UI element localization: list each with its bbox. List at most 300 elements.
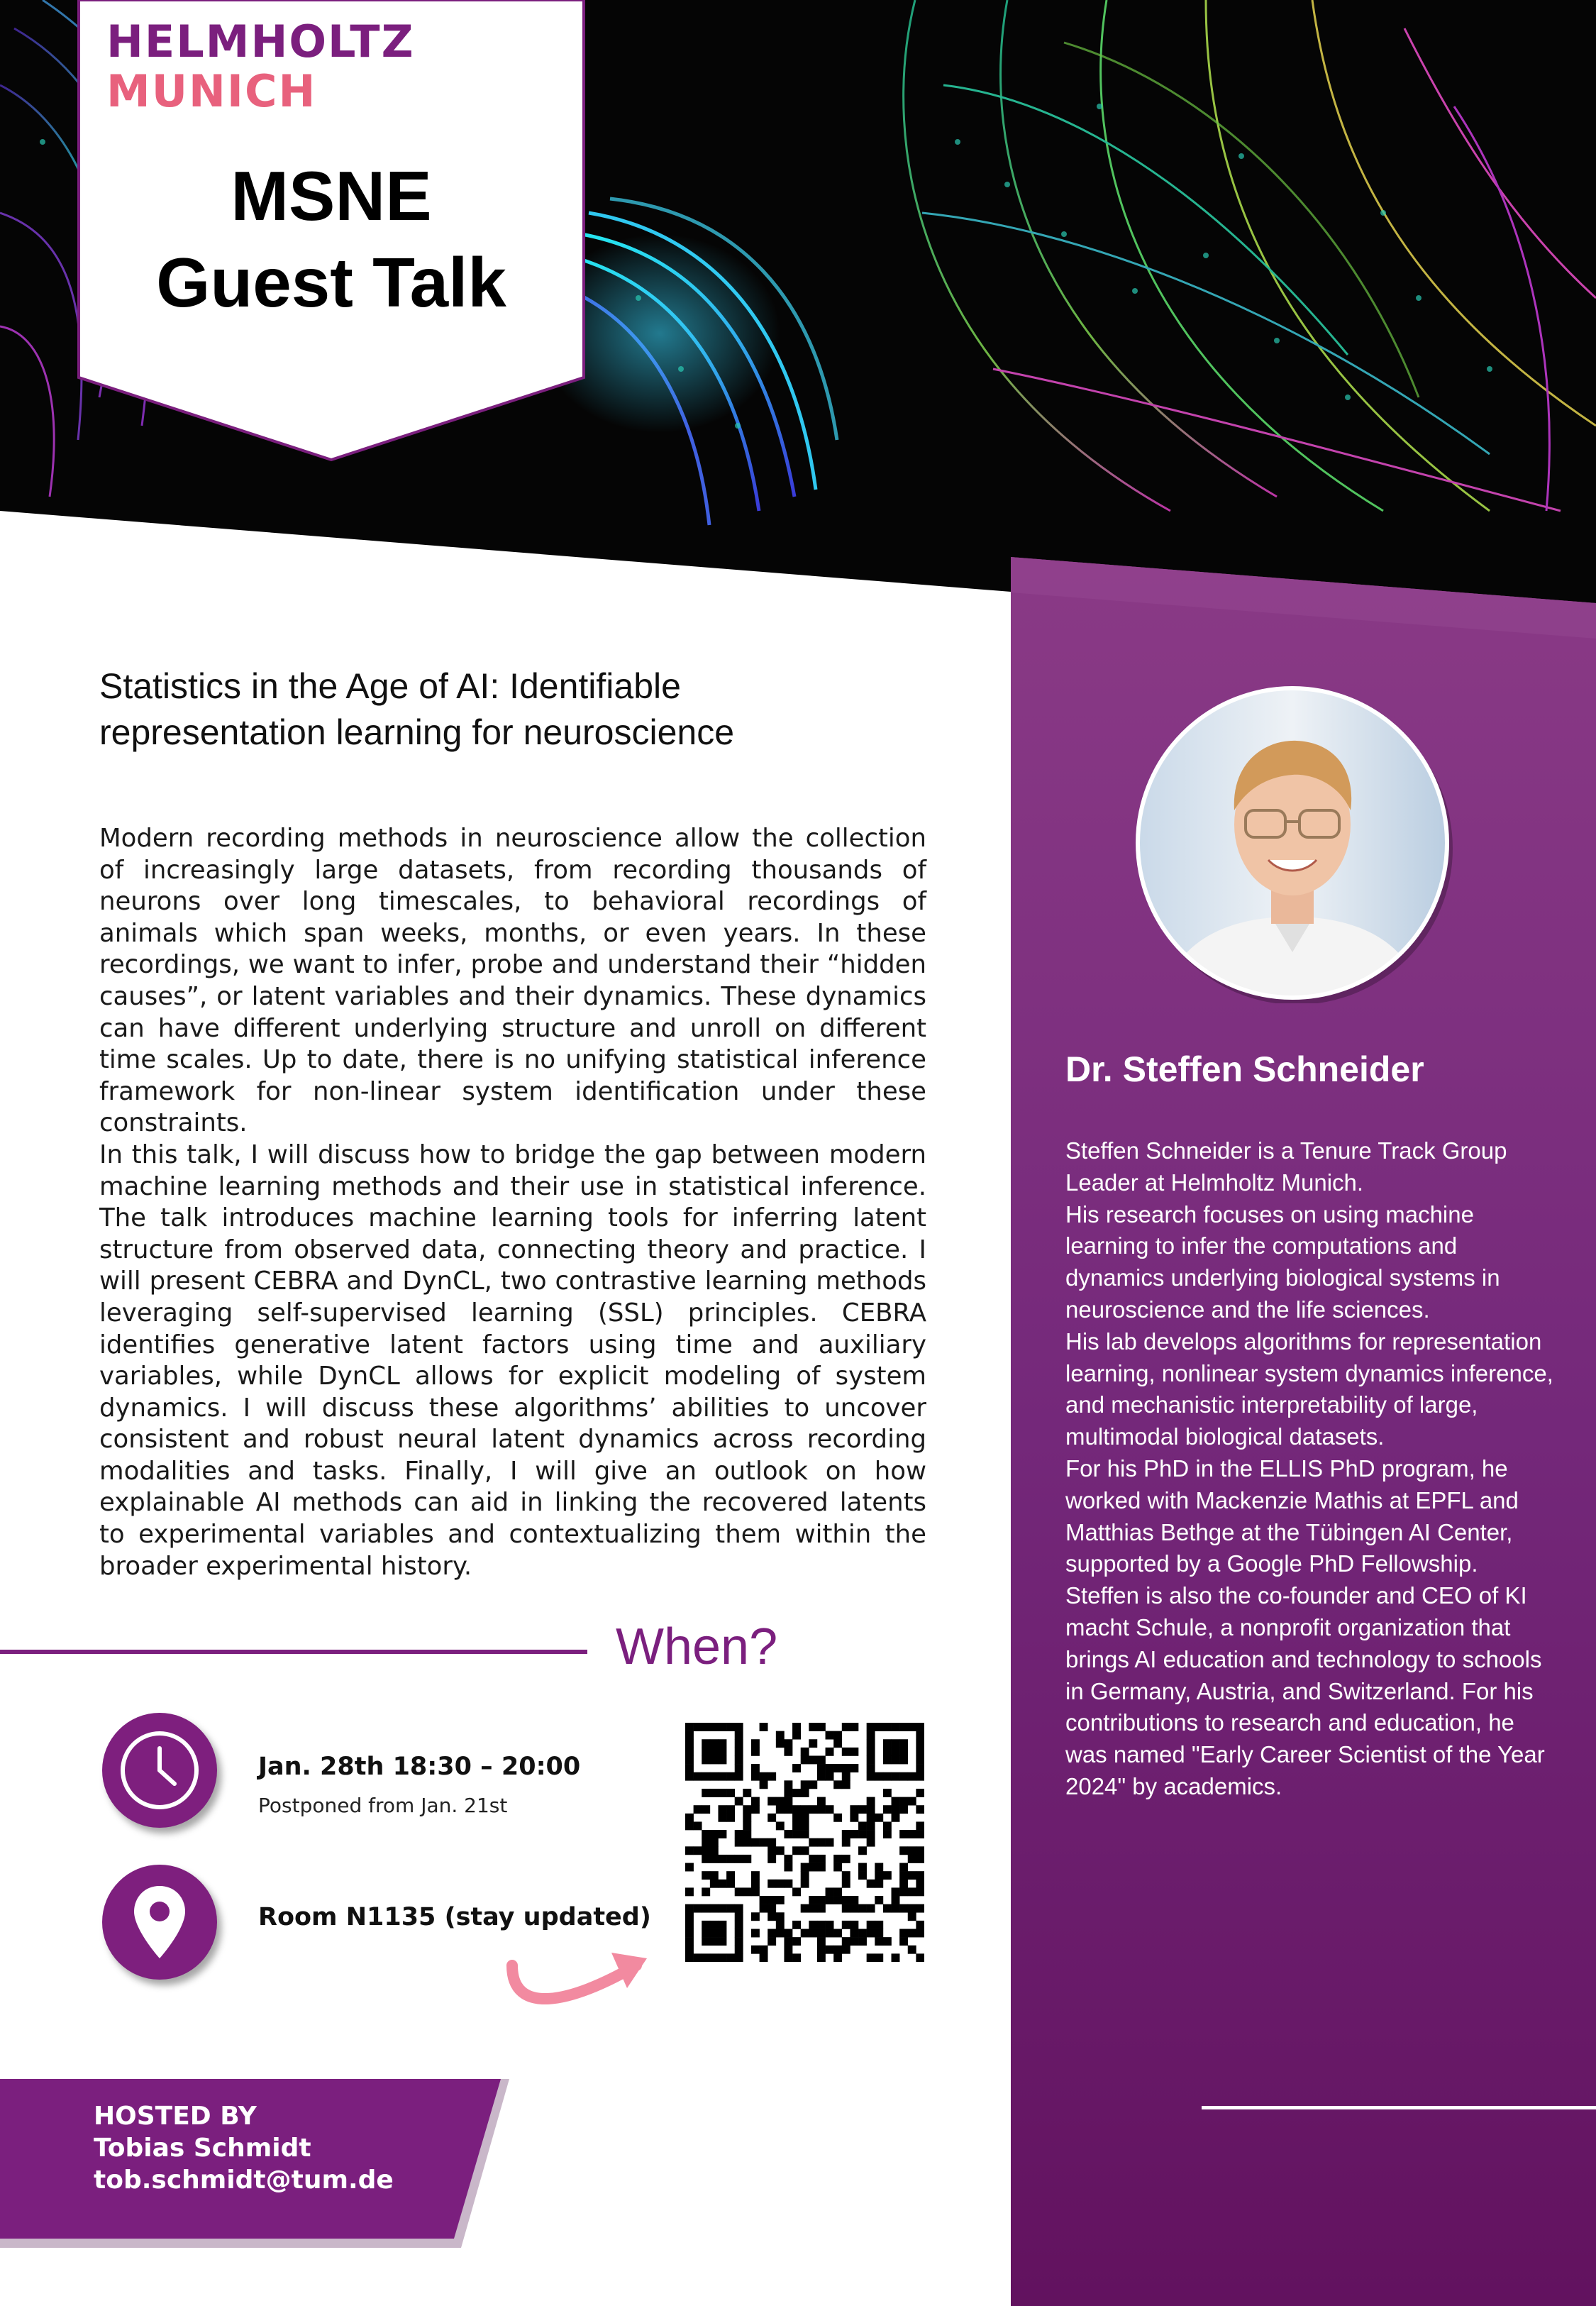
qr-module (842, 1764, 850, 1772)
qr-module (735, 1723, 743, 1731)
curved-arrow-icon (505, 1937, 654, 2015)
qr-module (710, 1846, 719, 1855)
event-room: Room N1135 (stay updated) (258, 1903, 651, 1931)
speaker-avatar (1132, 683, 1453, 1003)
qr-module (916, 1921, 924, 1929)
qr-module (784, 1830, 792, 1838)
qr-module (685, 1731, 694, 1740)
qr-module (892, 1904, 900, 1913)
qr-module (702, 1755, 710, 1764)
qr-module (751, 1748, 760, 1756)
qr-module (817, 1896, 826, 1904)
qr-module (735, 1921, 743, 1929)
qr-module (809, 1723, 817, 1731)
talk-abstract (99, 823, 926, 1582)
sidebar-divider (1202, 2106, 1596, 2109)
qr-module (792, 1953, 801, 1962)
qr-module (751, 1946, 760, 1954)
qr-module (801, 1780, 809, 1789)
qr-module (784, 1855, 792, 1863)
qr-module (817, 1904, 826, 1913)
qr-module (908, 1855, 916, 1863)
qr-module (751, 1797, 760, 1806)
qr-module (751, 1764, 760, 1772)
qr-module (718, 1830, 726, 1838)
qr-module (809, 1929, 817, 1938)
qr-module (710, 1929, 719, 1938)
qr-module (908, 1723, 916, 1731)
qr-module (809, 1863, 817, 1872)
qr-module (867, 1772, 875, 1781)
qr-module (718, 1855, 726, 1863)
qr-module (850, 1904, 858, 1913)
qr-module (801, 1904, 809, 1913)
logo-munich: MUNICH (106, 65, 317, 117)
qr-module (867, 1830, 875, 1838)
qr-module (850, 1748, 858, 1756)
qr-module (842, 1871, 850, 1880)
qr-module (899, 1755, 908, 1764)
qr-module (743, 1789, 751, 1797)
qr-module (776, 1896, 785, 1904)
qr-module (867, 1814, 875, 1822)
qr-module (826, 1838, 834, 1847)
qr-module (710, 1830, 719, 1838)
qr-module (916, 1846, 924, 1855)
qr-module (718, 1772, 726, 1781)
qr-module (718, 1739, 726, 1748)
qr-module (883, 1748, 892, 1756)
qr-module (801, 1871, 809, 1880)
qr-module (892, 1887, 900, 1896)
qr-module (801, 1814, 809, 1822)
qr-module (809, 1780, 817, 1789)
qr-module (867, 1929, 875, 1938)
qr-module (892, 1805, 900, 1814)
qr-module (801, 1789, 809, 1797)
qr-module (767, 1896, 776, 1904)
qr-module (833, 1780, 842, 1789)
qr-module (842, 1772, 850, 1781)
qr-module (710, 1755, 719, 1764)
qr-module (908, 1887, 916, 1896)
qr-module (751, 1805, 760, 1814)
qr-module (792, 1723, 801, 1731)
qr-module (735, 1772, 743, 1781)
qr-module (892, 1797, 900, 1806)
qr-module (801, 1830, 809, 1838)
qr-module (833, 1764, 842, 1772)
qr-module (685, 1912, 694, 1921)
qr-module (883, 1772, 892, 1781)
qr-module (685, 1821, 694, 1830)
qr-module (735, 1755, 743, 1764)
qr-module (784, 1805, 792, 1814)
qr-module (726, 1904, 735, 1913)
qr-module (833, 1855, 842, 1863)
qr-module (776, 1921, 785, 1929)
qr-module (735, 1887, 743, 1896)
qr-module (792, 1731, 801, 1740)
qr-module (892, 1953, 900, 1962)
qr-module (718, 1880, 726, 1888)
qr-module (767, 1929, 776, 1938)
qr-module (916, 1821, 924, 1830)
qr-module (916, 1731, 924, 1740)
qr-module (751, 1880, 760, 1888)
qr-module (702, 1830, 710, 1838)
qr-module (760, 1772, 768, 1781)
qr-module (685, 1748, 694, 1756)
qr-module (784, 1946, 792, 1954)
qr-module (710, 1855, 719, 1863)
qr-module (809, 1921, 817, 1929)
qr-module (826, 1929, 834, 1938)
qr-module (685, 1887, 694, 1896)
qr-module (735, 1953, 743, 1962)
qr-module (850, 1723, 858, 1731)
speaker-bio-paragraph-3: His lab develops algorithms for representation learning, nonlinear system dynamics inference, and mechanistic interpretability of large, multimodal biological datasets. (1065, 1328, 1553, 1450)
qr-module (685, 1755, 694, 1764)
qr-module (850, 1937, 858, 1946)
qr-module (735, 1912, 743, 1921)
qr-module (875, 1937, 883, 1946)
qr-module (710, 1921, 719, 1929)
speaker-name: Dr. Steffen Schneider (1065, 1049, 1424, 1089)
qr-module (892, 1772, 900, 1781)
qr-module (875, 1863, 883, 1872)
qr-module (726, 1789, 735, 1797)
qr-module (718, 1814, 726, 1822)
qr-module (875, 1772, 883, 1781)
qr-module (833, 1739, 842, 1748)
qr-module (867, 1880, 875, 1888)
qr-module (743, 1887, 751, 1896)
qr-module (916, 1929, 924, 1938)
qr-module (726, 1880, 735, 1888)
qr-module (702, 1739, 710, 1748)
qr-module (735, 1946, 743, 1954)
qr-module (899, 1723, 908, 1731)
qr-module (801, 1821, 809, 1830)
qr-module (817, 1805, 826, 1814)
qr-module (850, 1830, 858, 1838)
qr-module (899, 1904, 908, 1913)
qr-module (784, 1789, 792, 1797)
qr-module (899, 1887, 908, 1896)
qr-module (842, 1723, 850, 1731)
logo-helmholtz: HELMHOLTZ (106, 16, 415, 67)
qr-module (735, 1838, 743, 1847)
qr-module (751, 1929, 760, 1938)
qr-module (867, 1821, 875, 1830)
qr-module (760, 1904, 768, 1913)
qr-module (751, 1772, 760, 1781)
qr-module (726, 1772, 735, 1781)
qr-module (883, 1739, 892, 1748)
qr-module (908, 1904, 916, 1913)
qr-module (892, 1814, 900, 1822)
qr-module (694, 1805, 702, 1814)
qr-module (908, 1830, 916, 1838)
qr-module (718, 1748, 726, 1756)
event-title-line1: MSNE (231, 157, 432, 235)
qr-module (858, 1821, 867, 1830)
qr-module (908, 1871, 916, 1880)
qr-module (685, 1723, 694, 1731)
qr-module (760, 1946, 768, 1954)
qr-module (875, 1921, 883, 1929)
qr-module (784, 1797, 792, 1806)
qr-module (751, 1887, 760, 1896)
qr-module (702, 1904, 710, 1913)
qr-module (916, 1748, 924, 1756)
talk-title-line1: Statistics in the Age of AI: Identifiable (99, 666, 681, 706)
event-title (77, 153, 586, 326)
qr-module (899, 1797, 908, 1806)
speaker-bio-paragraph-1: Steffen Schneider is a Tenure Track Group Leader at Helmholtz Munich. (1065, 1137, 1507, 1196)
qr-module (817, 1937, 826, 1946)
qr-module (883, 1805, 892, 1814)
qr-module (760, 1953, 768, 1962)
qr-module (702, 1871, 710, 1880)
qr-module (858, 1830, 867, 1838)
qr-module (833, 1946, 842, 1954)
qr-module (718, 1755, 726, 1764)
qr-module (743, 1855, 751, 1863)
host-email[interactable]: tob.schmidt@tum.de (94, 2166, 394, 2195)
qr-module (883, 1789, 892, 1797)
qr-module (916, 1739, 924, 1748)
qr-module (858, 1904, 867, 1913)
qr-module (899, 1739, 908, 1748)
qr-module (718, 1937, 726, 1946)
qr-module (867, 1755, 875, 1764)
qr-module (784, 1929, 792, 1938)
location-pin-icon (102, 1865, 217, 1980)
qr-module (694, 1723, 702, 1731)
talk-title (99, 663, 951, 756)
qr-code[interactable] (685, 1723, 924, 1962)
qr-module (899, 1871, 908, 1880)
qr-module (767, 1904, 776, 1913)
qr-module (784, 1863, 792, 1872)
qr-module (710, 1748, 719, 1756)
qr-module (735, 1731, 743, 1740)
qr-module (826, 1946, 834, 1954)
qr-module (842, 1946, 850, 1954)
qr-module (735, 1904, 743, 1913)
qr-module (916, 1805, 924, 1814)
qr-module (908, 1929, 916, 1938)
qr-module (916, 1830, 924, 1838)
qr-module (710, 1937, 719, 1946)
qr-module (817, 1772, 826, 1781)
qr-module (718, 1921, 726, 1929)
speaker-bio-paragraph-2: His research focuses on using machine learning to infer the computations and dynamics underlying biological systems in neuroscience and the life sciences. (1065, 1201, 1500, 1323)
qr-module (726, 1805, 735, 1814)
hosted-by-label: HOSTED BY (94, 2102, 257, 2131)
speaker-bio-paragraph-5: Steffen is also the co-founder and CEO of KI macht Schule, a nonprofit organization that brings AI education and technology to schools in Germany, Austria, and Switzerland. For his contributions to research and education, he was named "Early Career Scientist of the Year 2024" by academics. (1065, 1582, 1545, 1799)
qr-module (826, 1748, 834, 1756)
qr-module (908, 1912, 916, 1921)
qr-module (875, 1871, 883, 1880)
qr-module (767, 1912, 776, 1921)
qr-module (792, 1821, 801, 1830)
speaker-bio-paragraph-4: For his PhD in the ELLIS PhD program, he worked with Mackenzie Mathis at EPFL and Matthias Bethge at the Tübingen AI Center, supported by a Google PhD Fellowship. (1065, 1455, 1519, 1577)
qr-module (792, 1764, 801, 1772)
qr-module (850, 1929, 858, 1938)
qr-module (817, 1723, 826, 1731)
qr-module (867, 1764, 875, 1772)
qr-module (751, 1912, 760, 1921)
qr-module (784, 1739, 792, 1748)
qr-module (751, 1739, 760, 1748)
qr-module (826, 1731, 834, 1740)
qr-module (892, 1896, 900, 1904)
qr-module (833, 1929, 842, 1938)
qr-module (842, 1904, 850, 1913)
qr-module (826, 1764, 834, 1772)
qr-module (776, 1731, 785, 1740)
qr-module (826, 1805, 834, 1814)
qr-module (718, 1789, 726, 1797)
qr-module (792, 1814, 801, 1822)
qr-module (710, 1871, 719, 1880)
qr-module (776, 1805, 785, 1814)
abstract-paragraph-1: Modern recording methods in neuroscience allow the collection of increasingly large datasets, from recording thousands of neurons over long timescales, to behavioral recordings of animals which span weeks, months, or even years. In these recordings, we want to infer, probe and understand their “hidden causes”, or latent variables and their dynamics. These dynamics can have different underlying structure and unroll on different time scales. Up to date, there is no unifying statistical inference framework for non-linear system identification under these constraints. (99, 824, 926, 1138)
qr-module (858, 1871, 867, 1880)
qr-module (685, 1946, 694, 1954)
qr-module (899, 1830, 908, 1838)
qr-module (908, 1797, 916, 1806)
qr-module (875, 1896, 883, 1904)
qr-module (899, 1929, 908, 1938)
qr-module (792, 1805, 801, 1814)
qr-module (817, 1921, 826, 1929)
when-divider (0, 1650, 587, 1654)
qr-module (801, 1880, 809, 1888)
qr-module (899, 1863, 908, 1872)
qr-module (842, 1880, 850, 1888)
qr-module (801, 1805, 809, 1814)
qr-module (792, 1846, 801, 1855)
qr-module (702, 1748, 710, 1756)
qr-module (735, 1764, 743, 1772)
qr-module (702, 1887, 710, 1896)
qr-module (710, 1953, 719, 1962)
qr-module (685, 1953, 694, 1962)
qr-module (702, 1937, 710, 1946)
qr-module (710, 1880, 719, 1888)
qr-module (743, 1814, 751, 1822)
qr-module (809, 1739, 817, 1748)
qr-module (908, 1846, 916, 1855)
qr-module (875, 1880, 883, 1888)
qr-module (767, 1846, 776, 1855)
qr-module (883, 1723, 892, 1731)
postponed-note: Postponed from Jan. 21st (258, 1794, 508, 1817)
qr-module (694, 1772, 702, 1781)
qr-module (867, 1739, 875, 1748)
qr-module (850, 1921, 858, 1929)
qr-module (817, 1929, 826, 1938)
qr-module (694, 1846, 702, 1855)
qr-module (858, 1937, 867, 1946)
qr-module (833, 1887, 842, 1896)
qr-module (867, 1748, 875, 1756)
qr-module (899, 1880, 908, 1888)
qr-module (916, 1904, 924, 1913)
qr-module (867, 1731, 875, 1740)
qr-module (817, 1838, 826, 1847)
qr-module (694, 1821, 702, 1830)
qr-module (916, 1855, 924, 1863)
qr-module (767, 1937, 776, 1946)
qr-module (916, 1789, 924, 1797)
qr-module (867, 1921, 875, 1929)
qr-module (867, 1797, 875, 1806)
qr-module (883, 1937, 892, 1946)
qr-module (710, 1789, 719, 1797)
qr-module (735, 1929, 743, 1938)
qr-module (760, 1723, 768, 1731)
qr-module (702, 1855, 710, 1863)
qr-module (702, 1772, 710, 1781)
qr-module (883, 1830, 892, 1838)
qr-module (776, 1880, 785, 1888)
qr-module (883, 1755, 892, 1764)
qr-module (735, 1830, 743, 1838)
qr-module (858, 1846, 867, 1855)
qr-module (767, 1797, 776, 1806)
qr-module (809, 1855, 817, 1863)
qr-module (767, 1838, 776, 1847)
qr-module (776, 1912, 785, 1921)
qr-module (718, 1953, 726, 1962)
qr-module (899, 1846, 908, 1855)
qr-module (776, 1846, 785, 1855)
qr-module (685, 1814, 694, 1822)
qr-module (726, 1855, 735, 1863)
qr-module (767, 1814, 776, 1822)
qr-module (858, 1863, 867, 1872)
qr-module (833, 1731, 842, 1740)
qr-module (718, 1929, 726, 1938)
qr-module (826, 1772, 834, 1781)
qr-module (760, 1780, 768, 1789)
qr-module (685, 1846, 694, 1855)
qr-module (726, 1871, 735, 1880)
qr-module (792, 1789, 801, 1797)
qr-module (833, 1896, 842, 1904)
qr-module (702, 1723, 710, 1731)
clock-icon (102, 1713, 217, 1828)
qr-module (685, 1904, 694, 1913)
qr-module (916, 1880, 924, 1888)
qr-module (702, 1846, 710, 1855)
qr-module (767, 1772, 776, 1781)
qr-module (908, 1946, 916, 1954)
qr-module (710, 1739, 719, 1748)
qr-module (899, 1937, 908, 1946)
qr-module (867, 1953, 875, 1962)
qr-module (892, 1748, 900, 1756)
qr-module (726, 1953, 735, 1962)
qr-module (784, 1937, 792, 1946)
qr-module (735, 1739, 743, 1748)
qr-module (784, 1780, 792, 1789)
